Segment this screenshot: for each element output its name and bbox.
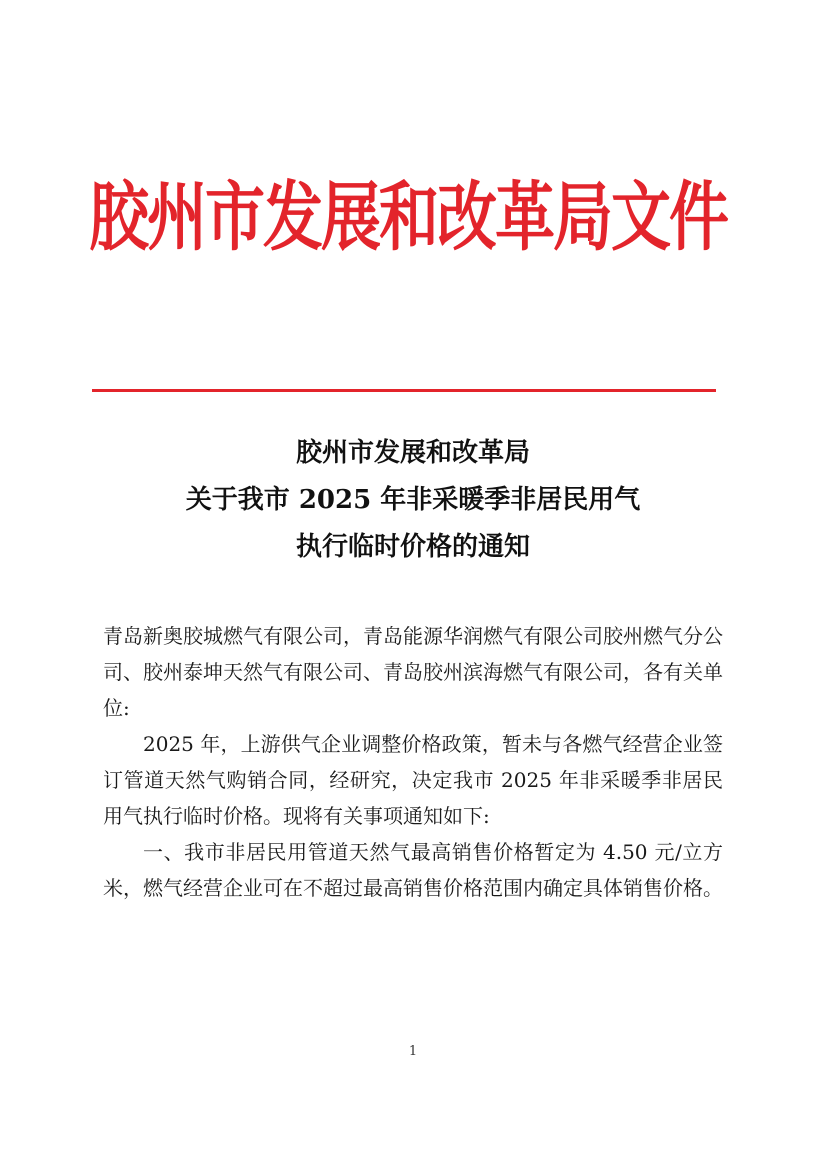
document-body: [103, 618, 723, 906]
document-title-line: 胶州市发展和改革局: [295, 438, 530, 468]
document-title: [80, 430, 746, 571]
document-title-line: 执行临时价格的通知: [295, 532, 530, 562]
document-title-line: 关于我市 2025 年非采暖季非居民用气: [185, 485, 641, 515]
page-number: 1: [408, 1044, 418, 1059]
red-header-title: 胶州市发展和改革局文件: [89, 174, 727, 262]
red-divider-rule: [92, 389, 716, 392]
body-paragraph: 2025 年，上游供气企业调整价格政策，暂未与各燃气经营企业签订管道天然气购销合同，经研究，决定我市 2025 年非采暖季非居民用气执行临时价格。现将有关事项通知如下:: [103, 732, 723, 828]
recipients-paragraph: 青岛新奥胶城燃气有限公司，青岛能源华润燃气有限公司胶州燃气分公司、胶州泰坤天然气有限公司、青岛胶州滨海燃气有限公司，各有关单位:: [103, 624, 723, 720]
body-paragraph: 一、我市非居民用管道天然气最高销售价格暂定为 4.50 元/立方米，燃气经营企业可在不超过最高销售价格范围内确定具体销售价格。: [103, 840, 723, 900]
